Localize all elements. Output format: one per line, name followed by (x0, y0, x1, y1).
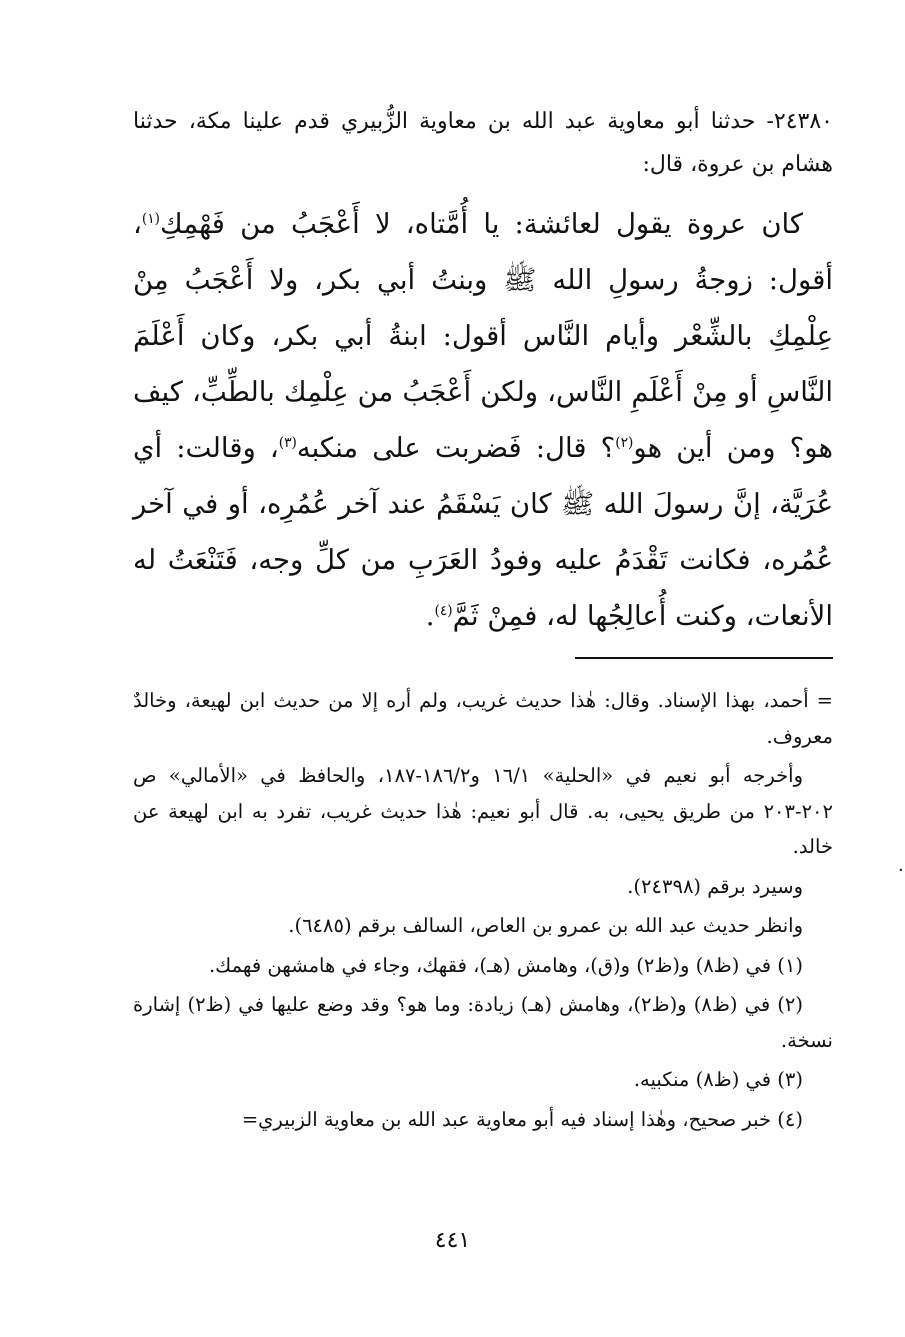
matn-text-4: ، وقالت: أي عُرَيَّة، إنَّ رسولَ الله ﷺ كان يَسْقَمُ عند آخر عُمُرِه، أو في آخر عُمُره، فكانت تَقْدَمُ عليه وفودُ العَرَبِ من كلِّ وجه، فَتَنْعَتُ له الأنعات، وكنت أُعالِجُها له، فمِنْ ثَمَّ (133, 432, 833, 632)
hadith-isnad (133, 100, 833, 186)
footnote-cross-ref: وسيرد برقم (٢٤٣٩٨). (627, 874, 803, 898)
footnotes (133, 683, 833, 1137)
matn-text-3: ؟ قال: فَضربت على منكبه (296, 432, 616, 464)
page-number: ٤٤١ (434, 1228, 471, 1253)
footnote-4: (٤) خبر صحيح، وهٰذا إسناد فيه أبو معاوية عبد الله بن معاوية الزبيري= (241, 1107, 803, 1131)
isnad-paragraph (133, 100, 833, 186)
footnote-1: (١) في (ظ٨) و(ظ٢) و(ق)، وهامش (هـ)، فقهك، وجاء في هامشهن فهمك. (208, 953, 803, 977)
footnote-2: (٢) في (ظ٨) و(ظ٢)، وهامش (هـ) زيادة: وما هو؟ وقد وضع عليها في (ظ٢) إشارة نسخة. (133, 993, 833, 1052)
isnad-text: - حدثنا أبو معاوية عبد الله بن معاوية الزُّبيري قدم علينا مكة، حدثنا هشام بن عروة، قال: (133, 109, 833, 177)
footnote-ref-2[interactable]: (٢) (615, 434, 634, 451)
matn-text-1: كان عروة يقول لعائشة: يا أُمَّتاه، لا أَعْجَبُ من فَهْمِكِ (160, 208, 803, 240)
margin-mark: · (898, 860, 904, 881)
footnote-ref-4[interactable]: (٤) (434, 602, 453, 619)
footnote-see-also: وانظر حديث عبد الله بن عمرو بن العاص، السالف برقم (٦٤٨٥). (288, 914, 803, 937)
footnote-3: (٣) في (ظ٨) منكبيه. (633, 1068, 803, 1091)
matn-text-2: ، أقول: زوجةُ رسولِ الله ﷺ وبنتُ أبي بكر، ولا أَعْجَبُ مِنْ عِلْمِكِ بالشِّعْر وأيام النَّاس أقول: ابنةُ أبي بكر، وكان أَعْلَمَ النَّاسِ أو مِنْ أَعْلَمِ النَّاس، ولكن أَعْجَبُ من عِلْمِك بالطِّبِّ، كيف هو؟ ومن أين هو (133, 208, 833, 464)
footnote-ref-1[interactable]: (١) (141, 210, 161, 227)
footnote-ref-3[interactable]: (٣) (278, 434, 297, 451)
matn-text-end: . (425, 600, 435, 632)
matn-paragraph (133, 196, 833, 644)
footnote-continuation: = أحمد، بهذا الإسناد. وقال: هٰذا حديث غريب، ولم أره إلا من حديث ابن لهيعة، وخالدٌ معروف. (133, 689, 833, 748)
hadith-number: ٢٤٣٨٠ (773, 109, 833, 134)
footnote-separator (575, 657, 833, 659)
hadith-matn (133, 196, 833, 644)
footnote-takhrij: وأخرجه أبو نعيم في «الحلية» ١٦/١ و١٨٦/٢-١٨٧، والحافظ في «الأمالي» ص ٢٠٢-٢٠٣ من طريق يحيى، به. قال أبو نعيم: هٰذا حديث غريب، تفرد به ابن لهيعة عن خالد. (133, 764, 833, 858)
